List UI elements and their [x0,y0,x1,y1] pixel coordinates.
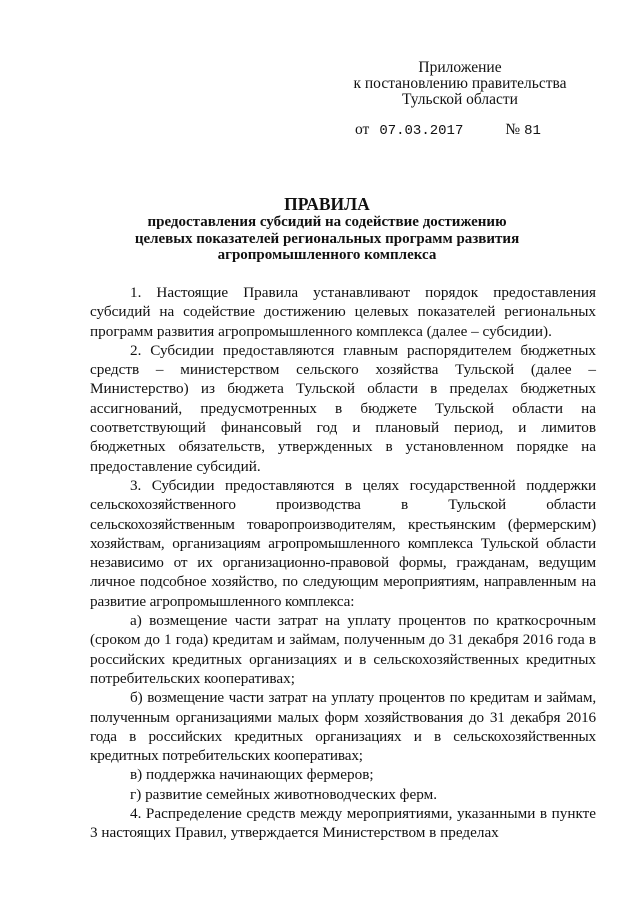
resolution-number: 81 [524,123,541,139]
paragraph-3: 3. Субсидии предоставляются в целях государственной поддержки сельскохозяйственного производства в Тульской области сельскохозяйственным товаропроизводителям, крестьянским (фермерским) хозяйствам, организациям агропромышленного комплекса Тульской области независимо от их организационно-правовой формы, гражданам, ведущим личное подсобное хозяйство, по следующим мероприятиям, направленным на развитие агропромышленного комплекса: [90,476,596,610]
title-line-3: агропромышленного комплекса [217,247,437,263]
paragraph-3d: г) развитие семейных животноводческих ферм. [130,785,438,803]
appendix-line-2: к постановлению правительства [353,75,567,92]
paragraph-1: 1. Настоящие Правила устанавливают порядок предоставления субсидий на содействие достижению целевых показателей региональных программ развития агропромышленного комплекса (далее – субсидии). [90,284,596,340]
paragraph-3a: а) возмещение части затрат на уплату процентов по краткосрочным (сроком до 1 года) кредитам и займам, полученным до 31 декабря 2016 года в российских кредитных организациях и в сельскохозяйственных кредитных потребительских кооперативах; [90,612,596,687]
paragraph-3c: в) поддержка начинающих фермеров; [130,766,374,784]
resolution-dateline [355,121,541,139]
document-title [60,194,594,264]
paragraph-4: 4. Распределение средств между мероприятиями, указанными в пункте 3 настоящих Правил, утверждается Министерством в пределах [90,805,596,842]
number-prefix: № [505,121,521,138]
title-main: ПРАВИЛА [284,194,370,214]
appendix-line-1: Приложение [418,59,502,76]
title-line-2: целевых показателей региональных программ развития [134,230,520,247]
appendix-line-3: Тульской области [402,91,518,108]
appendix-block [330,60,590,108]
resolution-date: 07.03.2017 [379,123,464,139]
rules-body [90,283,596,843]
paragraph-2: 2. Субсидии предоставляются главным распорядителем бюджетных средств – министерством сельского хозяйства Тульской (далее – Министерство) из бюджета Тульской области в пределах бюджетных ассигнований, предусмотренных в бюджете Тульской области на соответствующий финансовый год и плановый период, и лимитов бюджетных обязательств, утвержденных в установленном порядке на предоставление субсидий. [90,341,596,475]
paragraph-3b: б) возмещение части затрат на уплату процентов по кредитам и займам, полученным организациями малых форм хозяйствования до 31 декабря 2016 года в российских кредитных организациях и в сельскохозяйственных кредитных потребительских кооперативах; [90,689,596,765]
date-prefix: от [355,121,370,138]
title-line-1: предоставления субсидий на содействие достижению [147,214,507,230]
